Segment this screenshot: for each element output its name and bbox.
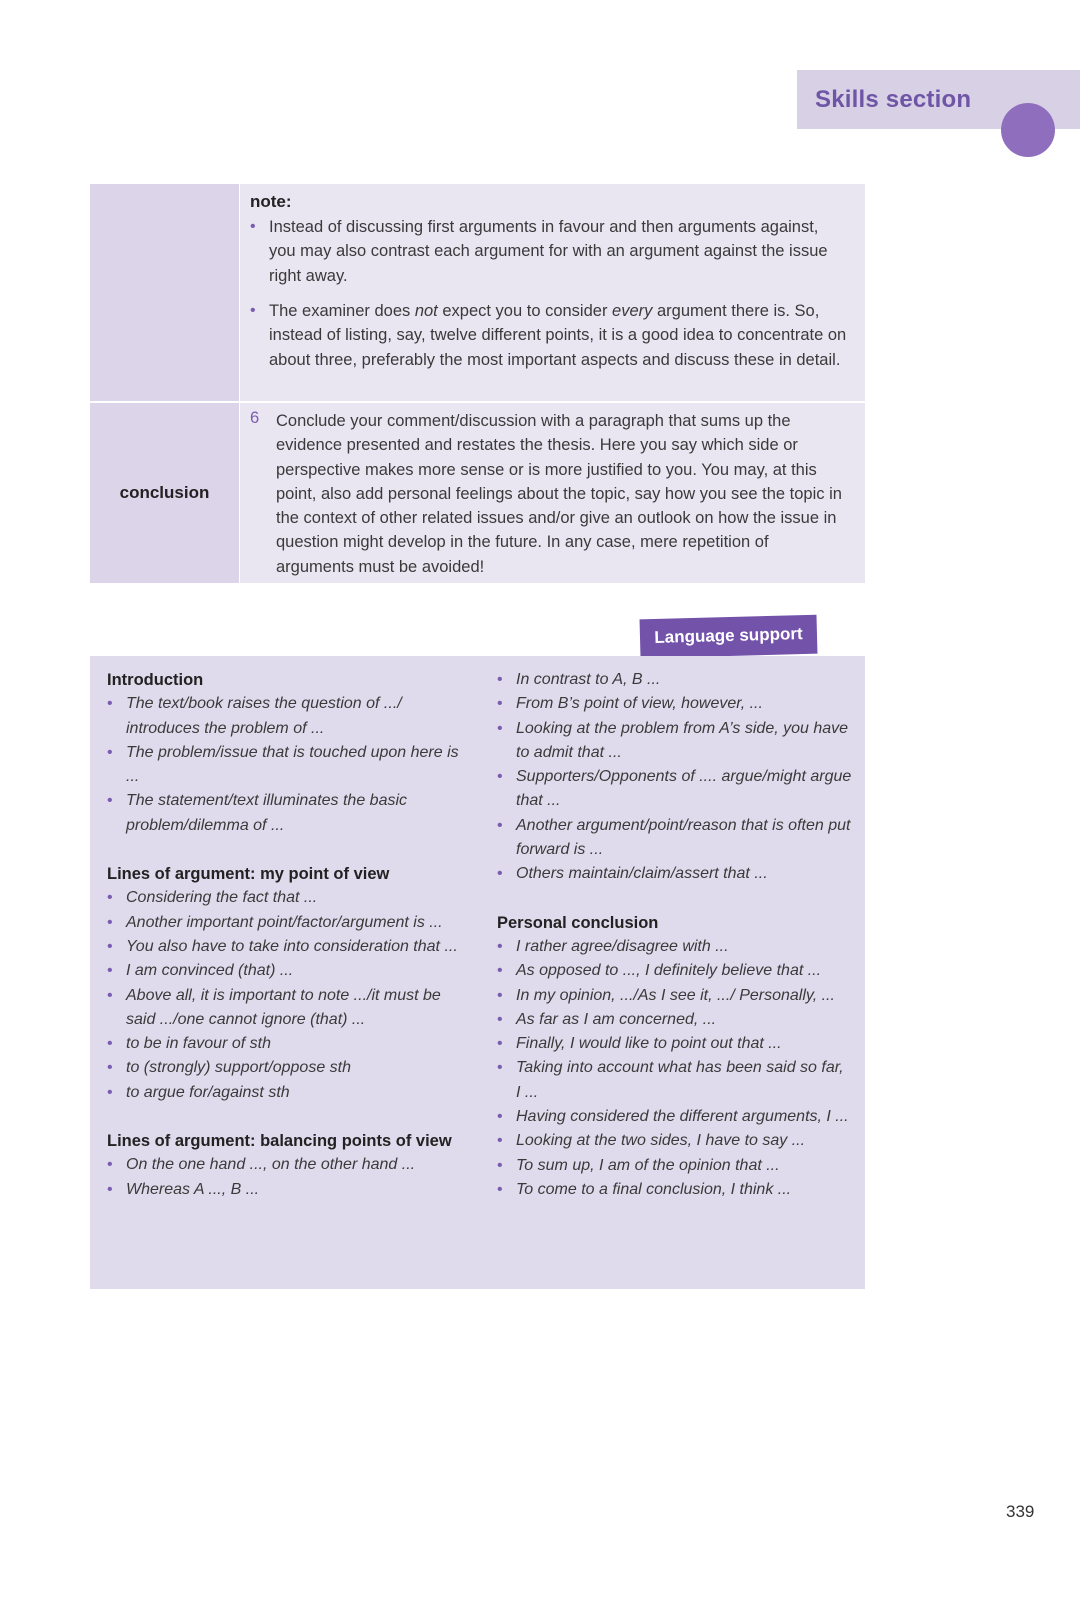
conclusion-label: conclusion bbox=[119, 483, 210, 502]
list-item: • Another argument/point/reason that is often put forward is ... bbox=[497, 814, 852, 863]
list-item: • I am convinced (that) ... bbox=[107, 959, 462, 983]
note-item bbox=[250, 299, 849, 372]
list-item: • Whereas A ..., B ... bbox=[107, 1178, 462, 1202]
note-item bbox=[250, 215, 849, 288]
note-row-label-cell bbox=[90, 184, 239, 401]
bullet-icon: • bbox=[497, 1180, 503, 1198]
bullet-icon: • bbox=[250, 302, 256, 319]
list-item: • The problem/issue that is touched upon here is ... bbox=[107, 741, 462, 790]
bullet-icon: • bbox=[497, 937, 503, 955]
section-heading: Lines of argument: balancing points of view bbox=[107, 1132, 452, 1151]
bullet-icon: • bbox=[107, 695, 113, 713]
language-support-column-right bbox=[497, 668, 852, 1226]
list-item: • to argue for/against sth bbox=[107, 1081, 462, 1105]
list-item: • Taking into account what has been said so far, I ... bbox=[497, 1056, 852, 1105]
phrase-list bbox=[107, 1153, 462, 1202]
list-item: • The text/book raises the question of .../ introduces the problem of ... bbox=[107, 692, 462, 741]
section-tab-dot bbox=[1001, 103, 1055, 157]
phrase-list bbox=[497, 668, 852, 887]
list-item: • Others maintain/claim/assert that ... bbox=[497, 862, 852, 886]
bullet-icon: • bbox=[497, 1108, 503, 1126]
phrase-list bbox=[107, 886, 462, 1105]
list-item: • The statement/text illuminates the basic problem/dilemma of ... bbox=[107, 789, 462, 838]
list-item: • As far as I am concerned, ... bbox=[497, 1008, 852, 1032]
list-item: • In my opinion, .../As I see it, .../ Personally, ... bbox=[497, 984, 852, 1008]
bullet-icon: • bbox=[107, 986, 113, 1004]
language-support-badge-text: Language support bbox=[654, 624, 803, 647]
bullet-icon: • bbox=[497, 986, 503, 1004]
language-support-column-left bbox=[107, 668, 462, 1226]
note-item-text: The examiner does not expect you to consider every argument there is. So, instead of listing, say, twelve different points, it is a good idea to concentrate on about three, preferably the most important aspects and discuss these in detail. bbox=[269, 302, 847, 369]
list-item: • In contrast to A, B ... bbox=[497, 668, 852, 692]
list-item: • Another important point/factor/argument is ... bbox=[107, 911, 462, 935]
list-item: • Looking at the two sides, I have to say ... bbox=[497, 1129, 852, 1153]
note-item-text: Instead of discussing first arguments in favour and then arguments against, you may also contrast each argument for with an argument against the issue right away. bbox=[269, 218, 828, 285]
conclusion-number: 6 bbox=[250, 409, 260, 427]
bullet-icon: • bbox=[107, 913, 113, 931]
section-title: Skills section bbox=[815, 86, 972, 113]
bullet-icon: • bbox=[497, 1059, 503, 1077]
bullet-icon: • bbox=[107, 1083, 113, 1101]
bullet-icon: • bbox=[497, 1010, 503, 1028]
bullet-icon: • bbox=[497, 1035, 503, 1053]
bullet-icon: • bbox=[107, 1035, 113, 1053]
language-support-box bbox=[90, 656, 865, 1289]
bullet-icon: • bbox=[107, 1059, 113, 1077]
bullet-icon: • bbox=[497, 719, 503, 737]
page-number: 339 bbox=[1006, 1502, 1035, 1521]
list-item: • You also have to take into consideration that ... bbox=[107, 935, 462, 959]
list-item: • Considering the fact that ... bbox=[107, 886, 462, 910]
list-item: • Looking at the problem from A’s side, you have to admit that ... bbox=[497, 717, 852, 766]
bullet-icon: • bbox=[497, 962, 503, 980]
bullet-icon: • bbox=[497, 865, 503, 883]
conclusion-text: Conclude your comment/discussion with a paragraph that sums up the evidence presented and restates the thesis. Here you say which side or perspective makes more sense or is more justified to you. You may, at this point, also add personal feelings about the topic, say how you see the topic in the context of other related issues and/or give an outlook on how the issue in question might develop in the future. In any case, mere repetition of arguments must be avoided! bbox=[276, 412, 842, 576]
phrase-list bbox=[497, 935, 852, 1202]
list-item: • to (strongly) support/oppose sth bbox=[107, 1056, 462, 1080]
conclusion-label-cell bbox=[90, 403, 239, 583]
list-item: • To come to a final conclusion, I think ... bbox=[497, 1178, 852, 1202]
bullet-icon: • bbox=[107, 937, 113, 955]
bullet-icon: • bbox=[497, 671, 503, 688]
note-table bbox=[90, 184, 865, 583]
bullet-icon: • bbox=[497, 816, 503, 834]
list-item: • To sum up, I am of the opinion that ... bbox=[497, 1154, 852, 1178]
bullet-icon: • bbox=[107, 792, 113, 810]
phrase-list bbox=[107, 692, 462, 838]
list-item: • Above all, it is important to note .../it must be said .../one cannot ignore (that) ... bbox=[107, 984, 462, 1033]
conclusion-row bbox=[90, 403, 865, 583]
list-item: • to be in favour of sth bbox=[107, 1032, 462, 1056]
bullet-icon: • bbox=[107, 1156, 113, 1174]
section-heading: Lines of argument: my point of view bbox=[107, 865, 390, 884]
bullet-icon: • bbox=[107, 743, 113, 761]
list-item: • Having considered the different arguments, I ... bbox=[497, 1105, 852, 1129]
section-heading: Personal conclusion bbox=[497, 913, 659, 932]
list-item: • Finally, I would like to point out that ... bbox=[497, 1032, 852, 1056]
bullet-icon: • bbox=[250, 218, 256, 235]
bullet-icon: • bbox=[497, 1156, 503, 1174]
bullet-icon: • bbox=[497, 1132, 503, 1150]
bullet-icon: • bbox=[497, 768, 503, 786]
note-heading: note: bbox=[250, 192, 292, 211]
list-item: • On the one hand ..., on the other hand ... bbox=[107, 1153, 462, 1177]
list-item: • I rather agree/disagree with ... bbox=[497, 935, 852, 959]
note-row bbox=[90, 184, 865, 401]
language-support-badge bbox=[640, 615, 818, 659]
list-item: • Supporters/Opponents of .... argue/might argue that ... bbox=[497, 765, 852, 814]
section-heading: Introduction bbox=[107, 671, 204, 689]
bullet-icon: • bbox=[497, 695, 503, 713]
bullet-icon: • bbox=[107, 889, 113, 907]
bullet-icon: • bbox=[107, 1180, 113, 1198]
bullet-icon: • bbox=[107, 962, 113, 980]
list-item: • From B’s point of view, however, ... bbox=[497, 692, 852, 716]
list-item: • As opposed to ..., I definitely believe that ... bbox=[497, 959, 852, 983]
